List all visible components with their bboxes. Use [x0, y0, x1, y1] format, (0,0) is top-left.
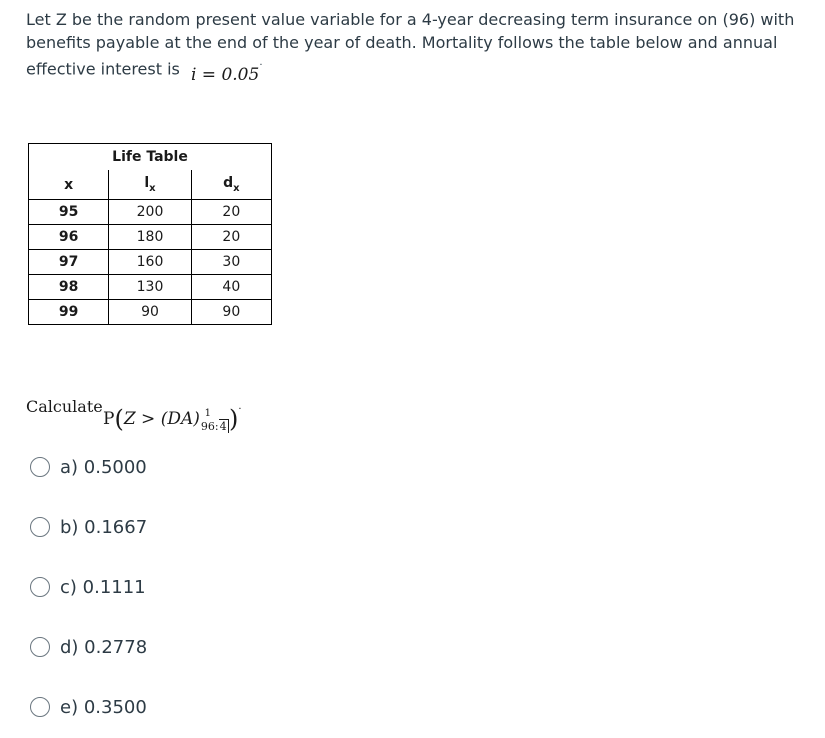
- table-row: [29, 275, 272, 300]
- cell-dx: 40: [191, 275, 271, 300]
- cell-lx: 90: [109, 300, 191, 325]
- answer-option-e[interactable]: [30, 695, 147, 719]
- header-dx: $d_x$: [191, 170, 271, 200]
- option-label: a) 0.5000: [60, 456, 147, 478]
- formula-subscript: 96:4: [200, 420, 227, 433]
- table-row: [29, 250, 272, 275]
- calculate-label: Calculate: [26, 397, 103, 416]
- table-row: [29, 225, 272, 250]
- cell-lx: 200: [109, 200, 191, 225]
- formula-inner: Z > (DA): [123, 409, 200, 429]
- radio-button[interactable]: [30, 517, 50, 537]
- cell-dx: 20: [191, 200, 271, 225]
- cell-x: 98: [29, 275, 109, 300]
- option-label: c) 0.1111: [60, 576, 146, 598]
- cell-lx: 160: [109, 250, 191, 275]
- header-lx: $l_x$: [109, 170, 191, 200]
- table-row: [29, 300, 272, 325]
- header-x: x: [29, 170, 109, 200]
- option-label: b) 0.1667: [60, 516, 148, 538]
- question-text: Let Z be the random present value variable for a 4-year decreasing term insurance on (96) with benefits payable at the end of the year of death. Mortality follows the table below and annual effective interest is i = 0.05·: [26, 10, 795, 86]
- cell-x: 95: [29, 200, 109, 225]
- life-table-title: Life Table: [29, 144, 272, 171]
- radio-button[interactable]: [30, 457, 50, 477]
- radio-button[interactable]: [30, 637, 50, 657]
- answer-option-d[interactable]: [30, 635, 147, 659]
- formula-p: P: [103, 409, 115, 429]
- formula-superscript: 1: [204, 408, 211, 419]
- table-row: [29, 200, 272, 225]
- question-intro: Let Z be the random present value variable for a 4-year decreasing term insurance on (96) with benefits payable at the end of the year of death. Mortality follows the table below and annual effective interest is: [26, 10, 795, 79]
- cell-lx: 180: [109, 225, 191, 250]
- radio-button[interactable]: [30, 697, 50, 717]
- cell-x: 96: [29, 225, 109, 250]
- answer-option-c[interactable]: [30, 575, 146, 599]
- option-label: e) 0.3500: [60, 696, 147, 718]
- cell-lx: 130: [109, 275, 191, 300]
- cell-dx: 20: [191, 225, 271, 250]
- answer-option-b[interactable]: [30, 515, 147, 539]
- cell-dx: 90: [191, 300, 271, 325]
- interest-formula: i = 0.05: [190, 65, 260, 86]
- life-table: [28, 143, 272, 325]
- cell-dx: 30: [191, 250, 271, 275]
- probability-formula: P(Z > (DA)96:41 )·: [103, 404, 242, 433]
- radio-button[interactable]: [30, 577, 50, 597]
- option-label: d) 0.2778: [60, 636, 148, 658]
- answer-option-a[interactable]: [30, 455, 147, 479]
- cell-x: 99: [29, 300, 109, 325]
- cell-x: 97: [29, 250, 109, 275]
